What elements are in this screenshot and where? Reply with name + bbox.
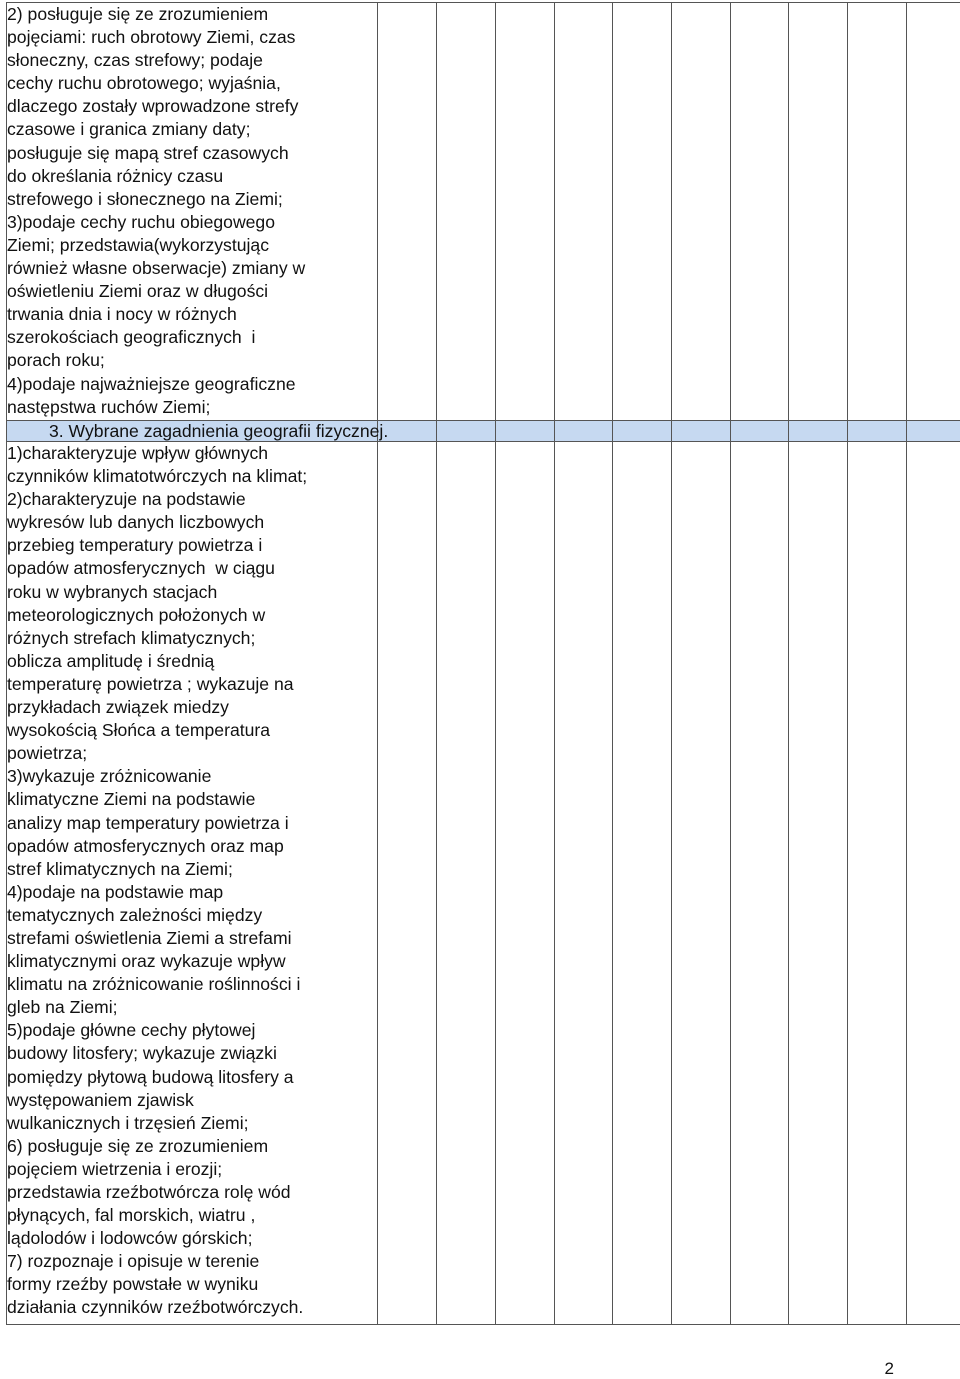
description-cell-block2 [7, 442, 378, 1325]
text-line: roku w wybranych stacjach [7, 581, 218, 602]
text-line: wysokością Słońca a temperatura [7, 720, 271, 741]
section-header-row [7, 421, 960, 442]
text-line: pomiędzy płytową budową litosfery a [7, 1066, 294, 1087]
empty-cell [496, 442, 555, 1325]
empty-cell [907, 3, 960, 421]
text-line: szerokościach geograficznych i [7, 327, 256, 348]
text-line: opadów atmosferycznych w ciągu [7, 558, 275, 579]
empty-cell [789, 3, 848, 421]
text-line: oświetleniu Ziemi oraz w długości [7, 281, 269, 302]
text-line: 2) posługuje się ze zrozumieniem [7, 4, 269, 24]
text-line: wykresów lub danych liczbowych [7, 512, 265, 533]
empty-cell [731, 442, 789, 1325]
text-line: opadów atmosferycznych oraz map [7, 835, 284, 856]
empty-cell [672, 442, 731, 1325]
empty-cell [437, 442, 496, 1325]
empty-cell [848, 442, 907, 1325]
text-line: temperaturę powietrza ; wykazuje na [7, 673, 294, 694]
text-line: 1)charakteryzuje wpływ głównych [7, 443, 269, 463]
empty-cell [378, 442, 437, 1325]
text-line: różnych strefach klimatycznych; [7, 627, 256, 648]
empty-cell [496, 3, 555, 421]
empty-cell [907, 442, 960, 1325]
text-line: 4)podaje na podstawie map [7, 881, 224, 902]
table-row-block2 [7, 442, 960, 1325]
text-line: strefami oświetlenia Ziemi a strefami [7, 927, 292, 948]
text-line: 2)charakteryzuje na podstawie [7, 489, 246, 510]
text-line: tematycznych zależności między [7, 904, 263, 925]
empty-cell [555, 3, 613, 421]
page-number: 2 [884, 1359, 894, 1378]
text-line: 3)podaje cechy ruchu obiegowego [7, 211, 276, 232]
empty-cell [437, 3, 496, 421]
empty-cell [731, 3, 789, 421]
text-line: czasowe i granica zmiany daty; [7, 119, 251, 140]
empty-cell [672, 3, 731, 421]
text-line: pojęciem wietrzenia i erozji; [7, 1158, 223, 1179]
text-line: klimatyczne Ziemi na podstawie [7, 789, 256, 810]
text-line: 5)podaje główne cechy płytowej [7, 1020, 256, 1041]
text-line: gleb na Ziemi; [7, 997, 118, 1018]
empty-cell [848, 3, 907, 421]
empty-cell [613, 442, 672, 1325]
text-line: działania czynników rzeźbotwórczych. [7, 1297, 304, 1318]
text-line: klimatu na zróżnicowanie roślinności i [7, 974, 301, 995]
text-line: przykładach związek miedzy [7, 697, 229, 718]
curriculum-table [6, 2, 960, 1325]
text-line: płynących, fal morskich, wiatru , [7, 1205, 256, 1226]
text-line: występowaniem zjawisk [7, 1089, 194, 1110]
text-line: 7) rozpoznaje i opisuje w terenie [7, 1251, 260, 1272]
text-line: lądolodów i lodowców górskich; [7, 1228, 253, 1249]
section-title: 3. Wybrane zagadnienia geografii fizycznej. [7, 421, 378, 442]
empty-cell [789, 442, 848, 1325]
text-line: porach roku; [7, 350, 105, 371]
text-line: Ziemi; przedstawia(wykorzystując [7, 234, 270, 255]
text-line: budowy litosfery; wykazuje związki [7, 1043, 277, 1064]
text-line: przebieg temperatury powietrza i [7, 535, 263, 556]
text-line: wulkanicznych i trzęsień Ziemi; [7, 1112, 249, 1133]
text-line: analizy map temperatury powietrza i [7, 812, 289, 833]
text-line: strefowego i słonecznego na Ziemi; [7, 188, 283, 209]
text-line: stref klimatycznych na Ziemi; [7, 858, 233, 879]
text-line: meteorologicznych położonych w [7, 604, 266, 625]
text-line: formy rzeźby powstałe w wyniku [7, 1274, 259, 1295]
text-line: przedstawia rzeźbotwórcza rolę wód [7, 1182, 291, 1202]
text-line: trwania dnia i nocy w różnych [7, 304, 237, 325]
table-row-block1 [7, 3, 960, 421]
text-line: cechy ruchu obrotowego; wyjaśnia, [7, 73, 281, 94]
empty-cell [555, 442, 613, 1325]
text-line: 6) posługuje się ze zrozumieniem [7, 1135, 269, 1156]
text-line: oblicza amplitudę i średnią [7, 650, 215, 671]
text-line: do określania różnicy czasu [7, 165, 224, 186]
text-line: 4)podaje najważniejsze geograficzne [7, 373, 296, 394]
text-line: pojęciami: ruch obrotowy Ziemi, czas [7, 27, 296, 48]
text-line: również własne obserwacje) zmiany w [7, 258, 306, 279]
text-line: 3)wykazuje zróżnicowanie [7, 766, 212, 787]
text-line: czynników klimatotwórczych na klimat; [7, 466, 308, 487]
text-line: posługuje się mapą stref czasowych [7, 142, 289, 163]
empty-cell [613, 3, 672, 421]
text-line: klimatycznymi oraz wykazuje wpływ [7, 951, 286, 972]
text-line: dlaczego zostały wprowadzone strefy [7, 96, 299, 117]
text-line: słoneczny, czas strefowy; podaje [7, 50, 263, 71]
text-line: powietrza; [7, 743, 88, 764]
empty-cell [378, 3, 437, 421]
text-line: następstwa ruchów Ziemi; [7, 396, 211, 417]
description-cell-block1 [7, 3, 378, 421]
